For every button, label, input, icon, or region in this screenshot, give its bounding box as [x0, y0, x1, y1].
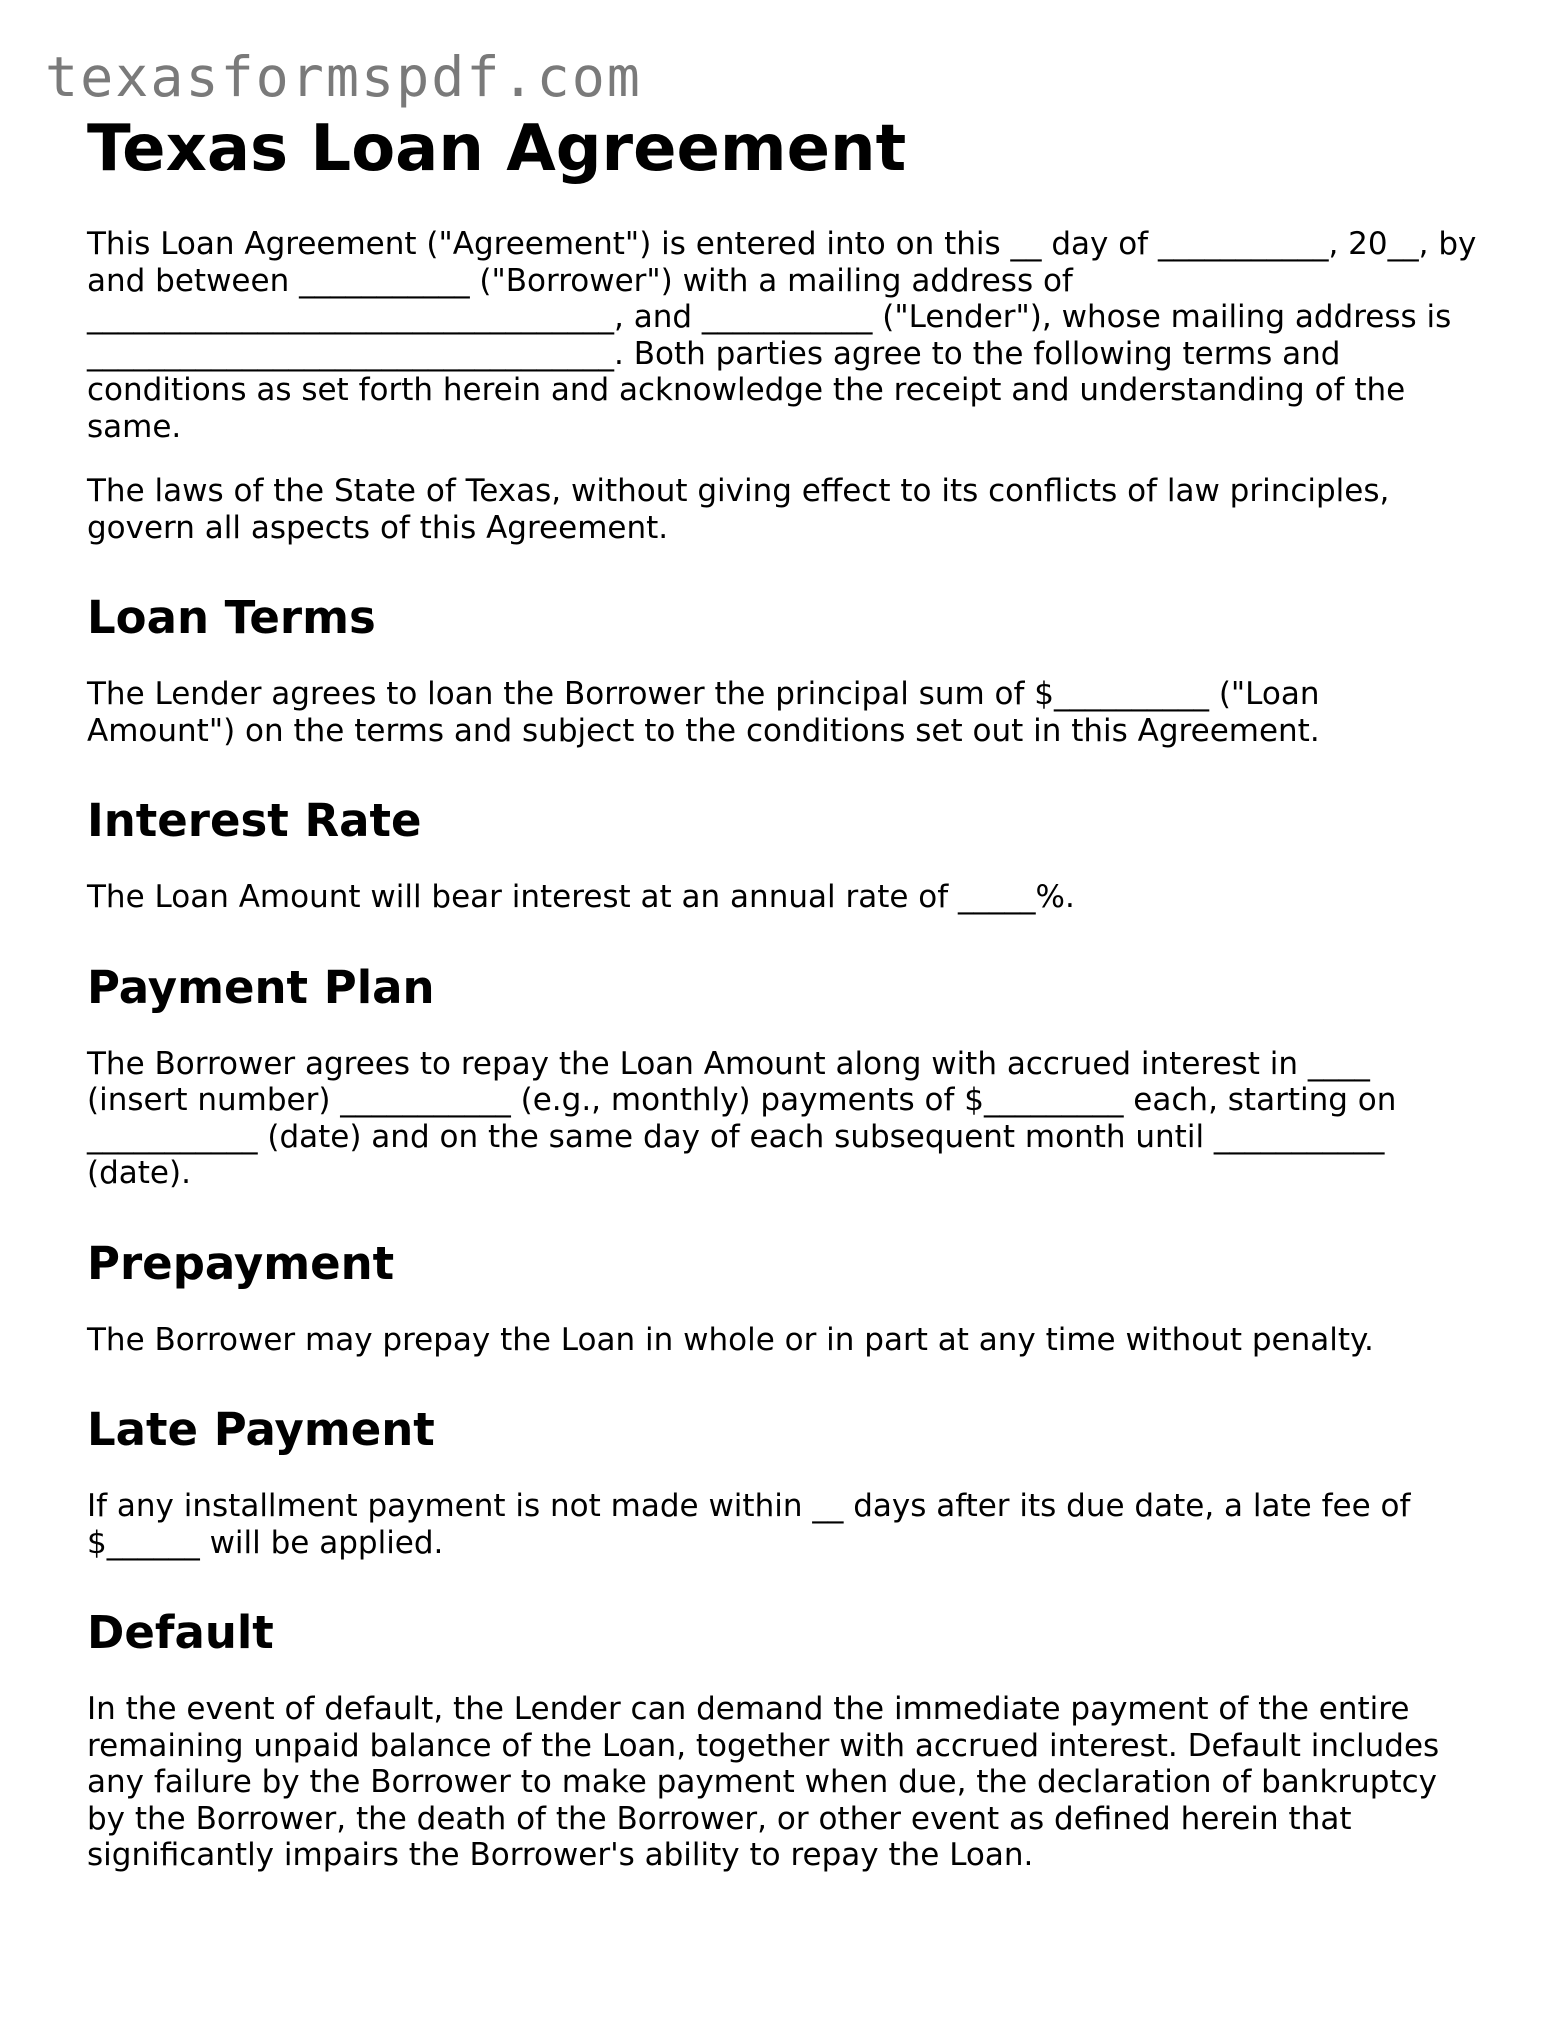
section-text-loan-terms: The Lender agrees to loan the Borrower the principal sum of $__________ ("Loan Amount") on the terms and subject to the conditions set out in this Agreement. — [87, 676, 1320, 749]
section-text-default: In the event of default, the Lender can demand the immediate payment of the entire remaining unpaid balance of the Loan, together with accrued interest. Default includes any failure by the Borrower to make payment when due, the declaration of bankruptcy by the Borrower, the death of the Borrower, or other event as defined herein that significantly impairs the Borrower's ability to repay the Loan. — [87, 1691, 1440, 1873]
section-text-interest-rate: The Loan Amount will bear interest at an annual rate of _____%. — [87, 879, 1075, 915]
section-heading-default: Default — [87, 1606, 274, 1659]
intro-paragraph: This Loan Agreement ("Agreement") is entered into on this __ day of ___________, 20__, by and between ___________ ("Borrower") with a mailing address of __________________________________, and ___________ ("Lender"), whose mailing address is __________________________________. Both parties agree to the following terms and conditions as set forth herein and acknowledge the receipt and understanding of the same. — [87, 226, 1477, 445]
section-heading-payment-plan: Payment Plan — [87, 960, 435, 1014]
section-text-payment-plan: The Borrower agrees to repay the Loan Amount along with accrued interest in ____ (insert number) ___________ (e.g., monthly) payments of $_________ each, starting on ___________ (date) and on the same day of each subsequent month until ___________ (date). — [87, 1045, 1397, 1191]
document-body — [87, 108, 1477, 1902]
section-heading-interest-rate: Interest Rate — [87, 794, 422, 847]
governing-law-paragraph: The laws of the State of Texas, without giving effect to its conflicts of law principles, govern all aspects of this Agreement. — [87, 473, 1390, 546]
section-heading-late-payment: Late Payment — [87, 1403, 435, 1456]
section-heading-loan-terms: Loan Terms — [87, 591, 376, 644]
section-heading-prepayment: Prepayment — [87, 1236, 395, 1290]
section-text-prepayment: The Borrower may prepay the Loan in whole or in part at any time without penalty. — [87, 1321, 1374, 1358]
document-title: Texas Loan Agreement — [87, 112, 907, 186]
section-text-late-payment: If any installment payment is not made within __ days after its due date, a late fee of $______ will be applied. — [87, 1488, 1411, 1561]
watermark-text: texasformspdf.com — [45, 45, 642, 109]
